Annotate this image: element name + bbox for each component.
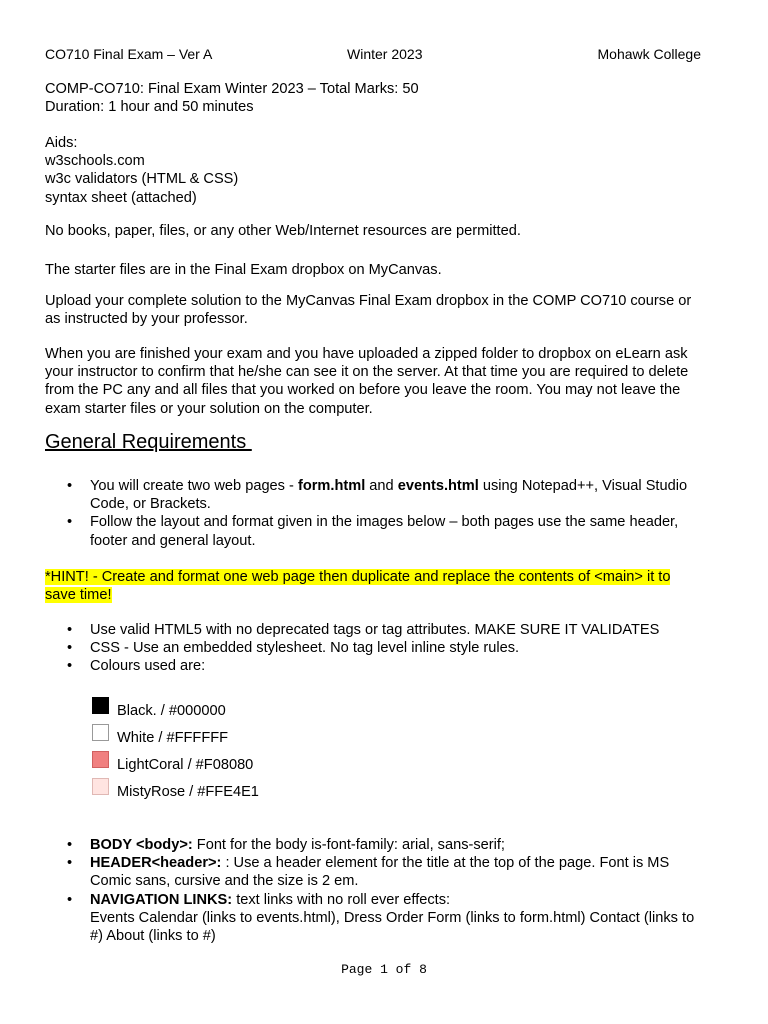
swatch-label: Black. / #000000	[117, 703, 226, 719]
aids-block	[45, 134, 725, 207]
bullet-text: using Notepad++, Visual Studio	[478, 478, 688, 494]
aid-item: w3c validators (HTML & CSS)	[45, 171, 239, 188]
hint-block	[45, 568, 725, 604]
list-item	[45, 836, 725, 854]
bullet-text: Comic sans, cursive and the size is 2 em.	[90, 873, 359, 890]
aid-item: syntax sheet (attached)	[45, 189, 197, 206]
finish-paragraph	[45, 345, 725, 418]
no-books-line: No books, paper, files, or any other Web/Internet resources are permitted.	[45, 223, 521, 239]
bullet-text: Font for the body is-font-family: arial, sans-serif;	[192, 837, 505, 853]
bullet-text: footer and general layout.	[90, 532, 256, 549]
starter-files-text	[45, 261, 725, 279]
bullet-text: Follow the layout and format given in the images below – both pages use the same header,	[90, 514, 679, 531]
bullet-text: Code, or Brackets.	[90, 496, 211, 513]
exam-duration: Duration: 1 hour and 50 minutes	[45, 99, 254, 116]
intro-block	[45, 80, 725, 116]
bullet-icon: •	[67, 622, 73, 638]
bullet-bold: HEADER<header>:	[90, 855, 222, 872]
bullet-icon: •	[67, 514, 73, 531]
aid-item: w3schools.com	[45, 153, 145, 170]
bullet-text: You will create two web pages -	[90, 478, 298, 494]
bullet-text: : Use a header element for the title at the top of the page. Font is MS	[221, 855, 670, 872]
section-heading: General Requirements	[45, 431, 252, 453]
list-item	[45, 854, 725, 890]
bullet-bold: BODY <body>:	[90, 837, 193, 853]
bullet-text: Events Calendar (links to events.html), Dress Order Form (links to form.html) Contact (links to	[90, 909, 695, 926]
swatch-label: LightCoral / #F08080	[117, 757, 254, 773]
bullet-icon: •	[67, 658, 73, 675]
upload-line: as instructed by your professor.	[45, 311, 248, 328]
bullet-text: #) About (links to #)	[90, 928, 216, 945]
bullet-text: and	[365, 478, 398, 494]
bullet-icon: •	[67, 478, 73, 494]
list-item	[45, 621, 725, 639]
swatch-label: MistyRose / #FFE4E1	[117, 784, 259, 800]
color-swatch-box	[92, 697, 109, 714]
list-item	[45, 513, 725, 549]
list-item	[45, 891, 725, 946]
starter-files-line: The starter files are in the Final Exam dropbox on MyCanvas.	[45, 262, 442, 278]
finish-line: your instructor to confirm that he/she can see it on the server. At that time you are required to delete	[45, 364, 689, 381]
bullet-icon: •	[67, 837, 73, 853]
color-swatch-box	[92, 751, 109, 768]
bullet-text: Use valid HTML5 with no deprecated tags or tag attributes. MAKE SURE IT VALIDATES	[90, 622, 660, 638]
header-course: CO710 Final Exam – Ver A	[45, 46, 213, 62]
bullet-text: Colours used are:	[90, 658, 206, 675]
color-swatch-box	[92, 724, 109, 741]
finish-line: exam starter files or your solution on the computer.	[45, 400, 373, 417]
running-header	[45, 46, 723, 64]
page-number: Page 1 of 8	[341, 962, 427, 977]
requirements-list-3	[45, 836, 725, 945]
bullet-bold: events.html	[397, 478, 479, 494]
finish-line: from the PC any and all files that you worked on before you leave the room. You may not leave the	[45, 382, 681, 399]
color-swatch-box	[92, 778, 109, 795]
bullet-text: text links with no roll ever effects:	[232, 891, 451, 908]
bullet-bold: NAVIGATION LINKS:	[90, 891, 233, 908]
bullet-icon: •	[67, 891, 73, 908]
finish-line: When you are finished your exam and you have uploaded a zipped folder to dropbox on eLearn ask	[45, 346, 688, 362]
no-books-text	[45, 222, 725, 240]
upload-paragraph	[45, 292, 725, 328]
bullet-bold: form.html	[297, 478, 366, 494]
requirements-list-2	[45, 621, 725, 676]
bullet-icon: •	[67, 640, 73, 657]
upload-line: Upload your complete solution to the MyCanvas Final Exam dropbox in the COMP CO710 course or	[45, 293, 692, 309]
header-college: Mohawk College	[597, 46, 701, 62]
list-item	[45, 639, 725, 657]
list-item	[45, 477, 725, 513]
bullet-icon: •	[67, 855, 73, 872]
aids-label: Aids:	[45, 135, 78, 151]
hint-line: save time!	[45, 587, 112, 604]
list-item	[45, 657, 725, 675]
bullet-text: CSS - Use an embedded stylesheet. No tag level inline style rules.	[90, 640, 520, 657]
swatch-label: White / #FFFFFF	[117, 730, 229, 746]
exam-title: COMP-CO710: Final Exam Winter 2023 – Total Marks: 50	[45, 81, 419, 97]
requirements-list-1	[45, 477, 725, 550]
header-term: Winter 2023	[347, 46, 423, 62]
hint-line: *HINT! - Create and format one web page then duplicate and replace the contents of <main> it to	[45, 569, 671, 585]
